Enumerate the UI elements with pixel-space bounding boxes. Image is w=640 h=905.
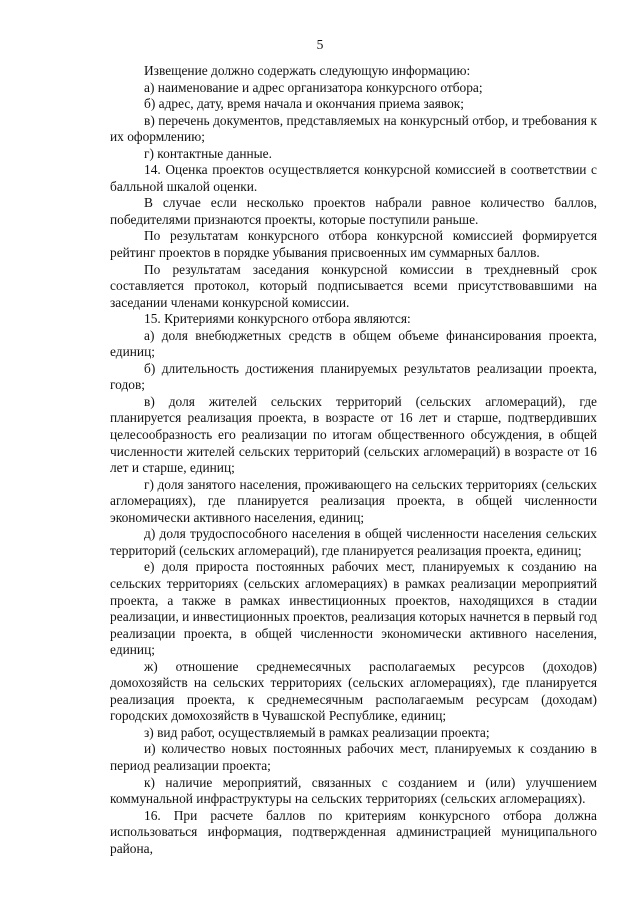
document-body	[110, 63, 597, 857]
paragraph: По результатам заседания конкурсной комиссии в трехдневный срок составляется протокол, который подписывается всеми присутствовавшими на заседании членами конкурсной комиссии.	[110, 261, 597, 310]
page-number: 5	[316, 37, 324, 52]
paragraph: и) количество новых постоянных рабочих мест, планируемых к созданию в период реализации проекта;	[110, 741, 597, 773]
paragraph: По результатам конкурсного отбора конкурсной комиссией формируется рейтинг проектов в порядке убывания присвоенных им суммарных баллов.	[110, 228, 597, 261]
paragraph: г) доля занятого населения, проживающего на сельских территориях (сельских агломерациях), где планируется реализация проекта, в общей численности экономически активного населения, единиц;	[110, 476, 597, 525]
paragraph: к) наличие мероприятий, связанных с созданием и (или) улучшением коммунальной инфраструктуры на сельских территориях (сельских агломерациях).	[110, 774, 597, 807]
paragraph: а) доля внебюджетных средств в общем объеме финансирования проекта, единиц;	[110, 327, 597, 360]
paragraph: а) наименование и адрес организатора конкурсного отбора;	[144, 79, 483, 95]
paragraph: ж) отношение среднемесячных располагаемых ресурсов (доходов) домохозяйств на сельских территориях (сельских агломерациях), где планируется реализация проекта, к среднемесячным располагаемым ресурсам (доходам) городских домохозяйств в Чувашской Республике, единиц;	[110, 658, 597, 724]
paragraph: в) перечень документов, представляемых на конкурсный отбор, и требования к их оформлению;	[110, 112, 597, 145]
paragraph: г) контактные данные.	[144, 145, 272, 161]
paragraph: б) длительность достижения планируемых результатов реализации проекта, годов;	[110, 360, 597, 393]
paragraph: В случае если несколько проектов набрали равное количество баллов, победителями признаются проекты, которые поступили раньше.	[110, 195, 597, 227]
paragraph: б) адрес, дату, время начала и окончания приема заявок;	[144, 96, 465, 112]
paragraph: Извещение должно содержать следующую информацию:	[144, 63, 471, 78]
paragraph: 14. Оценка проектов осуществляется конкурсной комиссией в соответствии с балльной шкалой оценки.	[110, 162, 597, 194]
paragraph: д) доля трудоспособного населения в общей численности населения сельских территорий (сельских агломераций), где планируется реализация проекта, единиц;	[110, 526, 597, 558]
paragraph: в) доля жителей сельских территорий (сельских агломераций), где планируется реализация проекта, в возрасте от 16 лет и старше, подтвердивших целесообразность его реализации по итогам общественного обсуждения, в общей численности жителей сельских территорий (сельских агломераций) в возрасте от 16 лет и старше, единиц;	[110, 393, 597, 476]
paragraph: е) доля прироста постоянных рабочих мест, планируемых к созданию на сельских территориях (сельских агломерациях) в рамках реализации мероприятий проекта, а также в рамках инвестиционных проектов, находящихся в стадии реализации, и инвестиционных проектов, реализация которых начнется в первый год реализации проекта, в общей численности экономически активного населения, единиц;	[110, 559, 597, 658]
paragraph: 15. Критериями конкурсного отбора являются:	[144, 311, 411, 327]
paragraph: 16. При расчете баллов по критериям конкурсного отбора должна использоваться информация, подтвержденная администрацией муниципального района,	[110, 807, 597, 856]
paragraph: з) вид работ, осуществляемый в рамках реализации проекта;	[144, 724, 490, 740]
